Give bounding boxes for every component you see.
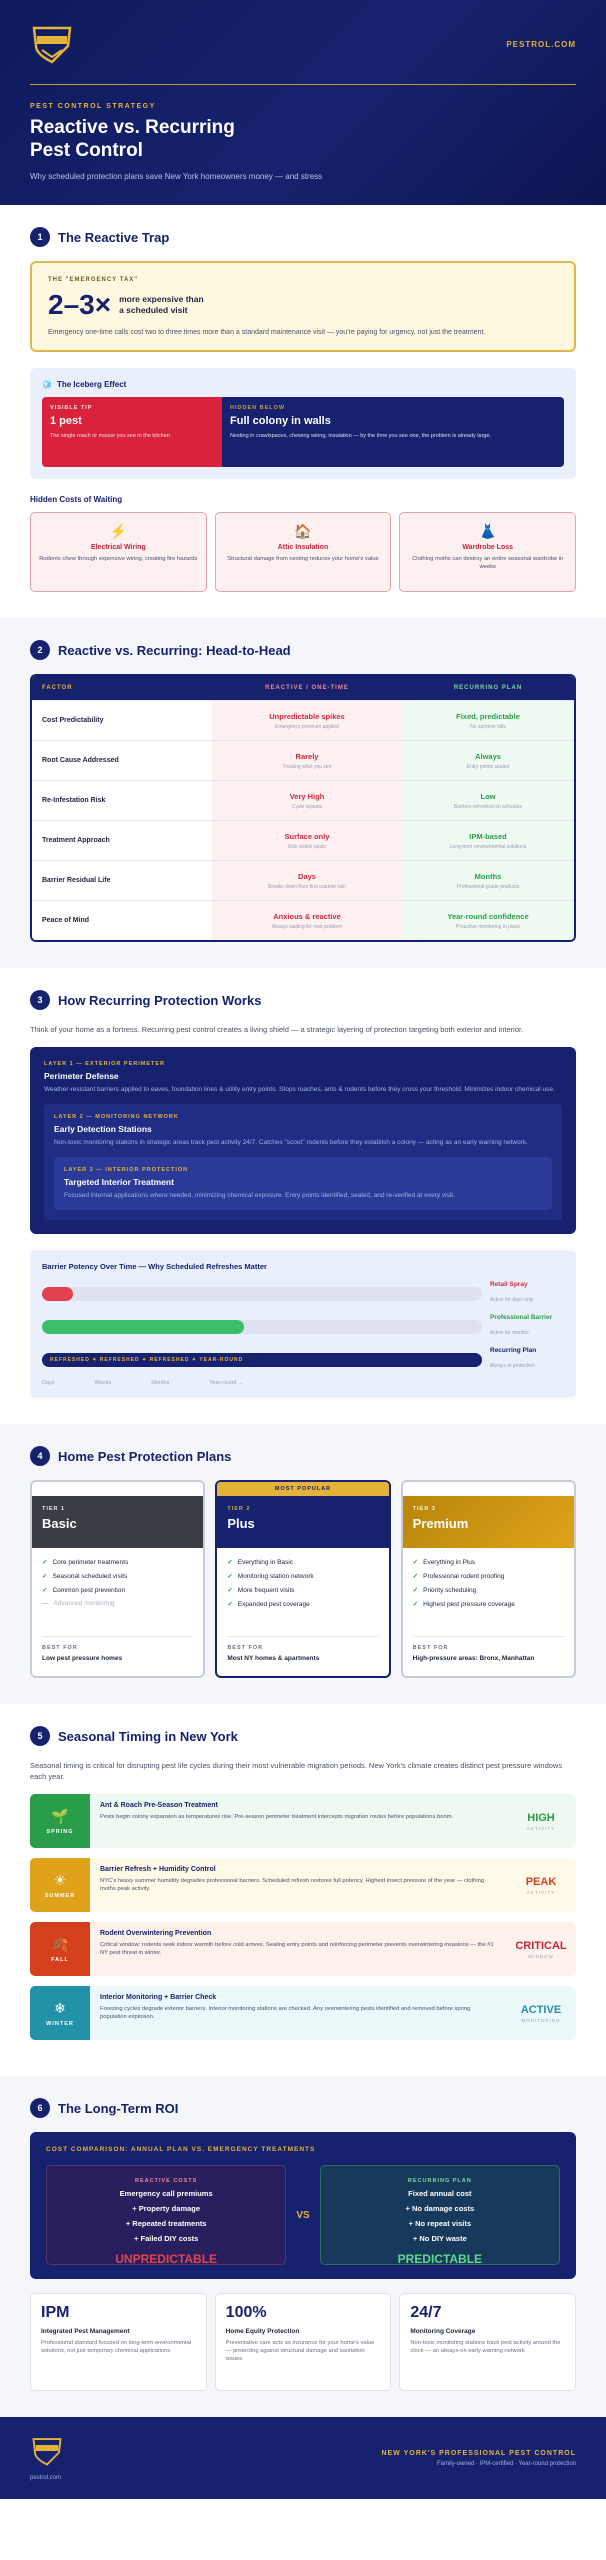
footer xyxy=(0,2417,606,2499)
section-title: How Recurring Protection Works xyxy=(58,992,262,1008)
section-seasonal xyxy=(0,1704,606,2076)
plan-card-premium[interactable]: TIER 3 Premium ✓ Everything in Plus ✓ Professional rodent proofing ✓ Priority scheduling ✓ Highest pest pressure coverage BEST FOR High-pressure areas: Bronx, Manhattan xyxy=(401,1480,576,1678)
table-row: Re-Infestation Risk Very High Cycle repeats Low Barriers refreshed on schedule xyxy=(32,780,574,820)
col-recurring: RECURRING PLAN xyxy=(453,685,523,691)
section-title: Reactive vs. Recurring: Head-to-Head xyxy=(58,642,291,658)
leaf-icon: 🍂 xyxy=(51,1935,69,1952)
section-intro: Seasonal timing is critical for disrupting pest life cycles during their most vulnerable migration periods. New York's climate creates distinct pest pressure windows each year. xyxy=(30,1761,563,1781)
most-popular-badge: MOST POPULAR xyxy=(217,1482,388,1496)
dress-icon: 👗 xyxy=(478,523,497,539)
emergency-tax-card xyxy=(30,261,576,352)
iceberg-icon: 🧊 xyxy=(42,380,52,389)
table-row: Barrier Residual Life Days Breaks down from first outdoor rain Months Professional-grade products xyxy=(32,860,574,900)
section-recurring-protection xyxy=(0,968,606,1424)
page-title: Reactive vs. Recurring Pest Control xyxy=(30,117,235,161)
footer-sub: Family-owned · IPM-certified · Year-round protection xyxy=(436,2460,576,2467)
potency-axis: Days Weeks Months Year-round → xyxy=(42,1380,244,1386)
site-link[interactable]: PESTROL.COM xyxy=(506,39,576,49)
layer-3: LAYER 3 — INTERIOR PROTECTION Targeted Interior Treatment Focused internal applications where needed, minimizing chemical exposure. Entry points identified, sealed, and re-verified at every visit. xyxy=(54,1157,552,1210)
pestrol-logo-icon[interactable] xyxy=(30,24,74,64)
footer-tagline: NEW YORK'S PROFESSIONAL PEST CONTROL xyxy=(381,2449,576,2457)
section-number: 3 xyxy=(30,990,50,1010)
sun-icon: ☀ xyxy=(53,1871,67,1888)
season-row-winter: ❄ WINTER Interior Monitoring + Barrier Check Freezing cycles degrade exterior barriers. Interior monitoring stations are checked. Any overwintering pests identified and removed before spring population explosion. ACTIVE MONITORING xyxy=(30,1986,576,2040)
recurring-plan-card: RECURRING PLAN Fixed annual cost + No damage costs + No repeat visits + No DIY waste PREDICTABLE xyxy=(320,2165,560,2265)
page-subtitle: Why scheduled protection plans save New York homeowners money — and stress xyxy=(30,172,323,181)
table-row: Root Cause Addressed Rarely Treating what you see Always Entry points sealed xyxy=(32,740,574,780)
section-number: 6 xyxy=(30,2098,50,2118)
col-reactive: REACTIVE / ONE-TIME xyxy=(265,685,349,691)
potency-row: REFRESHED ✦ REFRESHED ✦ REFRESHED ✦ YEAR-ROUND Recurring Plan Always at protection xyxy=(42,1347,564,1372)
hidden-below: HIDDEN BELOW Full colony in walls Nesting in crawlspaces, chewing wiring, insulation — by the time you see one, the problem is already large. xyxy=(222,397,564,467)
season-row-fall: 🍂 FALL Rodent Overwintering Prevention Critical window: rodents seek indoor warmth before cold arrives. Sealing entry points and reinforcing perimeter prevents overwintering invasions — the #1 NY pest threat in winter. CRITICAL WINDOW xyxy=(30,1922,576,1976)
stat-card-ipm: IPM Integrated Pest Management Professional standard focused on long-term environmental solutions, not just temporary chemical applications xyxy=(30,2293,207,2391)
season-row-spring: 🌱 SPRING Ant & Roach Pre-Season Treatment Pests begin colony expansion as temperatures rise. Pre-season perimeter treatment intercepts migration routes before populations boom. HIGH ACTIVITY xyxy=(30,1794,576,1848)
section-intro: Think of your home as a fortress. Recurring pest control creates a living shield — a strategic layering of protection targeting both exterior and interior. xyxy=(30,1025,524,1034)
potency-row: Professional Barrier Active for months xyxy=(42,1314,564,1339)
potency-title: Barrier Potency Over Time — Why Scheduled Refreshes Matter xyxy=(42,1262,267,1271)
vs-label: VS xyxy=(296,2209,310,2221)
visible-tip: VISIBLE TIP 1 pest The single roach or mouse you see in the kitchen xyxy=(42,397,222,467)
section-title: Seasonal Timing in New York xyxy=(58,1728,238,1744)
barrier-potency-chart xyxy=(30,1250,576,1398)
table-row: Peace of Mind Anxious & reactive Always waiting for next problem Year-round confidence Proactive monitoring in place xyxy=(32,900,574,940)
sprout-icon: 🌱 xyxy=(51,1807,69,1824)
hidden-costs-title: Hidden Costs of Waiting xyxy=(30,495,123,504)
protection-layers xyxy=(30,1047,576,1234)
section-number: 1 xyxy=(30,227,50,247)
reactive-costs-card: REACTIVE COSTS Emergency call premiums + Property damage + Repeated treatments + Failed DIY costs UNPREDICTABLE xyxy=(46,2165,286,2265)
tax-side: more expensive than a scheduled visit xyxy=(119,294,204,315)
section-reactive-trap xyxy=(0,205,606,618)
tax-value: 2–3× xyxy=(48,289,112,320)
stat-card-equity: 100% Home Equity Protection Preventative care acts as insurance for your home's value — protecting against structural damage and sanitation issues xyxy=(215,2293,392,2391)
snowflake-icon: ❄ xyxy=(54,1999,66,2016)
lightning-icon: ⚡ xyxy=(109,523,128,539)
plan-card-plus[interactable]: MOST POPULAR TIER 2 Plus ✓ Everything in Basic ✓ Monitoring station network ✓ More frequent visits ✓ Expanded pest coverage BEST FOR Most NY homes & apartments xyxy=(215,1480,390,1678)
section-title: The Reactive Trap xyxy=(58,229,170,245)
section-plans xyxy=(0,1424,606,1704)
section-number: 2 xyxy=(30,640,50,660)
cost-card-insulation: 🏠 Attic Insulation Structural damage from nesting reduces your home's value xyxy=(215,512,392,592)
table-row: Cost Predictability Unpredictable spikes Emergency premium applied Fixed, predictable No surprise bills xyxy=(32,700,574,740)
stat-card-monitoring: 24/7 Monitoring Coverage Non-toxic monitoring stations track pest activity around the clock — an always-on early warning network xyxy=(399,2293,576,2391)
layer-2: LAYER 2 — MONITORING NETWORK Early Detection Stations Non-toxic monitoring stations in strategic areas track pest activity 24/7. Catches "scout" rodents before they establish a colony — acting as an early warning network. LAYER 3 — INTERIOR PROTECTION Targeted Interior Treatment Focused internal applications where needed, minimizing chemical exposure. Entry points identified, sealed, and re-verified at every visit. xyxy=(44,1104,562,1220)
potency-bar-retail xyxy=(42,1287,73,1301)
footer-logo-icon[interactable] xyxy=(30,2436,64,2466)
house-icon: 🏠 xyxy=(294,523,312,539)
section-number: 4 xyxy=(30,1446,50,1466)
cost-card-wardrobe: 👗 Wardrobe Loss Clothing moths can destroy an entire seasonal wardrobe in weeks xyxy=(399,512,576,592)
potency-bar-professional xyxy=(42,1320,244,1334)
iceberg-card: 🧊 The Iceberg Effect VISIBLE TIP 1 pest The single roach or mouse you see in the kitchen HIDDEN BELOW Full colony in walls Nesting in crawlspaces, chewing wiring, insulation — by the time you see one, the problem is already large. xyxy=(30,368,576,479)
section-title: Home Pest Protection Plans xyxy=(58,1448,232,1464)
section-roi xyxy=(0,2076,606,2417)
section-title: The Long-Term ROI xyxy=(58,2100,179,2116)
plan-card-basic[interactable]: TIER 1 Basic ✓ Core perimeter treatments ✓ Seasonal scheduled visits ✓ Common pest prevention — Advanced monitoring BEST FOR Low pest pressure homes xyxy=(30,1480,205,1678)
section-number: 5 xyxy=(30,1726,50,1746)
tax-label: THE "EMERGENCY TAX" xyxy=(48,277,139,283)
comparison-table xyxy=(30,674,576,942)
cost-card-wiring: ⚡ Electrical Wiring Rodents chew through expensive wiring, creating fire hazards xyxy=(30,512,207,592)
footer-site-link[interactable]: pestrol.com xyxy=(30,2474,62,2481)
eyebrow: PEST CONTROL STRATEGY xyxy=(30,103,156,110)
col-factor: FACTOR xyxy=(42,685,73,691)
tax-text: Emergency one-time calls cost two to three times more than a standard maintenance visit — you're paying for urgency, not just the treatment. xyxy=(48,329,486,336)
section-head-to-head xyxy=(0,618,606,968)
table-row: Treatment Approach Surface only Kills visible pests IPM-based Long-term environmental solutions xyxy=(32,820,574,860)
hero-header xyxy=(0,0,606,205)
season-row-summer: ☀ SUMMER Barrier Refresh + Humidity Control NYC's heavy summer humidity degrades professional barriers. Scheduled refresh restores full potency. Highest insect pressure of the year — clothing moths peak activity. PEAK ACTIVITY xyxy=(30,1858,576,1912)
layer-1: LAYER 1 — EXTERIOR PERIMETER Perimeter Defense Weather-resistant barriers applied to eaves, foundation lines & utility entry points. Stops roaches, ants & rodents before they cross your threshold. Minimizes indoor chemical use. LAYER 2 — MONITORING NETWORK Early Detection Stations Non-toxic monitoring stations in strategic areas track pest activity 24/7. Catches "scout" rodents before they establish a colony — acting as an early warning network. LAYER 3 — INTERIOR PROTECTION Targeted Interior Treatment Focused internal applications where needed, minimizing chemical exposure. Entry points identified, sealed, and re-verified at every visit. xyxy=(44,1061,562,1220)
roi-comparison: COST COMPARISON: ANNUAL PLAN VS. EMERGENCY TREATMENTS REACTIVE COSTS Emergency call premiums + Property damage + Repeated treatments + Failed DIY costs UNPREDICTABLE VS RECURRING PLAN Fixed annual cost + No damage costs + No repeat visits + No DIY waste PREDICTABLE xyxy=(30,2132,576,2279)
potency-row: Retail Spray Active for days only xyxy=(42,1281,564,1306)
refresh-label: REFRESHED ✦ REFRESHED ✦ REFRESHED ✦ YEAR-ROUND xyxy=(50,1356,244,1363)
